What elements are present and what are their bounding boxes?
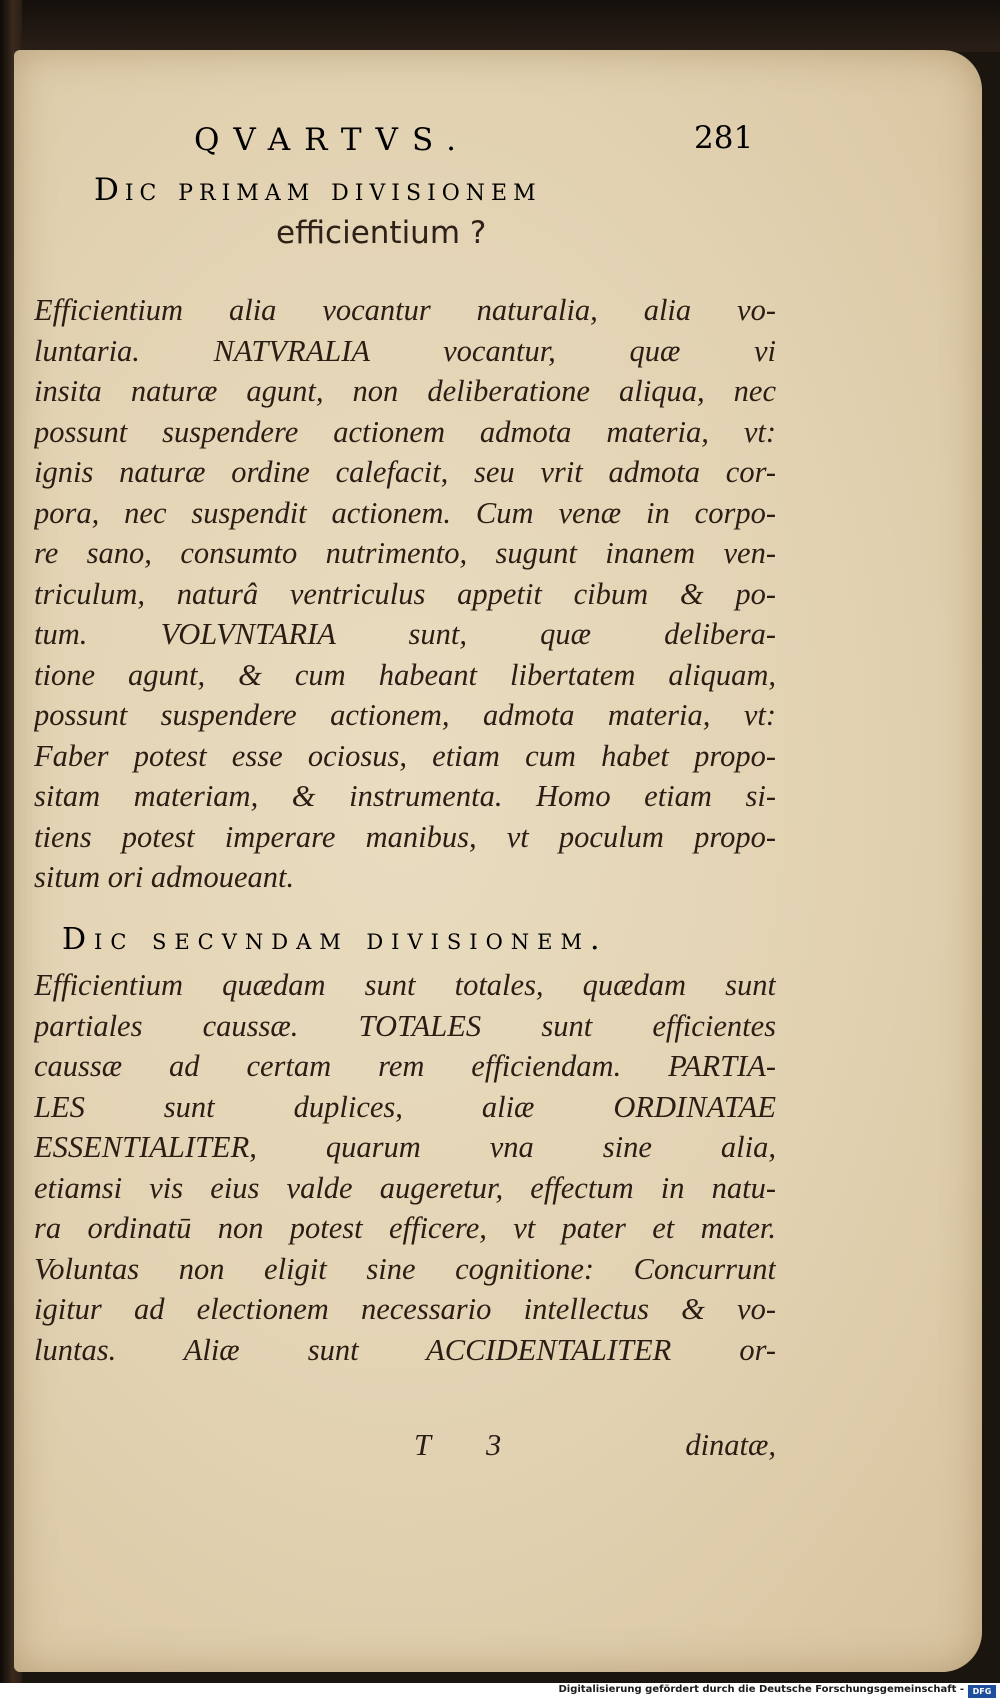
top-background: [0, 0, 1000, 52]
catchword: dinatæ,: [685, 1428, 776, 1462]
text-line: tum. VOLVNTARIA sunt, quæ delibera-: [34, 617, 776, 651]
text-line: luntas. Aliæ sunt ACCIDENTALITER or-: [34, 1332, 776, 1367]
text-line: partiales caussæ. TOTALES sunt efficientes: [34, 1008, 776, 1043]
text-line: Voluntas non eligit sine cognitione: Concurrunt: [34, 1251, 776, 1286]
text-line: etiamsi vis eius valde augeretur, effectum in natu-: [34, 1170, 776, 1205]
book-page: [14, 50, 982, 1672]
text-line: Efficientium quædam sunt totales, quædam sunt: [34, 968, 776, 1002]
section1-heading-line2: efficientium ?: [276, 215, 487, 251]
text-line: situm ori admoueant.: [34, 860, 295, 894]
section2-paragraph: [34, 965, 776, 1370]
text-line: ESSENTIALITER, quarum vna sine alia,: [34, 1130, 776, 1164]
section1-paragraph: [34, 290, 776, 898]
text-line: luntaria. NATVRALIA vocantur, quæ vi: [34, 333, 776, 368]
text-line: triculum, naturâ ventriculus appetit cibum & po-: [34, 576, 776, 611]
text-line: LES sunt duplices, aliæ ORDINATAE: [34, 1089, 776, 1124]
text-line: caussæ ad certam rem efficiendam. PARTIA-: [34, 1049, 776, 1083]
text-line: possunt suspendere actionem admota materia, vt:: [34, 414, 776, 449]
text-line: Faber potest esse ociosus, etiam cum habet propo-: [34, 738, 776, 773]
digitization-footer: [0, 1683, 1000, 1700]
text-line: insita naturæ agunt, non deliberatione aliqua, nec: [34, 374, 776, 408]
running-head: [194, 122, 774, 172]
text-line: re sano, consumto nutrimento, sugunt inanem ven-: [34, 536, 776, 570]
text-line: Efficientium alia vocantur naturalia, alia vo-: [34, 293, 776, 327]
page-number: 281: [694, 120, 754, 156]
text-line: igitur ad electionem necessario intellectus & vo-: [34, 1292, 776, 1326]
section2-heading: Dic secvndam divisionem.: [62, 922, 608, 957]
dfg-logo: DFG: [968, 1685, 996, 1698]
text-line: ra ordinatū non potest efficere, vt pater et mater.: [34, 1211, 776, 1245]
text-line: tiens potest imperare manibus, vt poculum propo-: [34, 819, 776, 854]
text-line: tione agunt, & cum habeant libertatem aliquam,: [34, 657, 776, 692]
text-line: pora, nec suspendit actionem. Cum venæ in corpo-: [34, 495, 776, 530]
text-line: sitam materiam, & instrumenta. Homo etiam si-: [34, 779, 776, 813]
signature-mark: T 3: [414, 1428, 526, 1462]
text-line: possunt suspendere actionem, admota materia, vt:: [34, 698, 776, 732]
section1-heading: Dic primam divisionem: [94, 172, 542, 208]
catchline: [34, 1428, 776, 1472]
footer-credit: Digitalisierung gefördert durch die Deutsche Forschungsgemeinschaft -: [558, 1684, 964, 1695]
text-line: ignis naturæ ordine calefacit, seu vrit admota cor-: [34, 455, 776, 489]
running-head-title: QVARTVS.: [194, 122, 470, 158]
